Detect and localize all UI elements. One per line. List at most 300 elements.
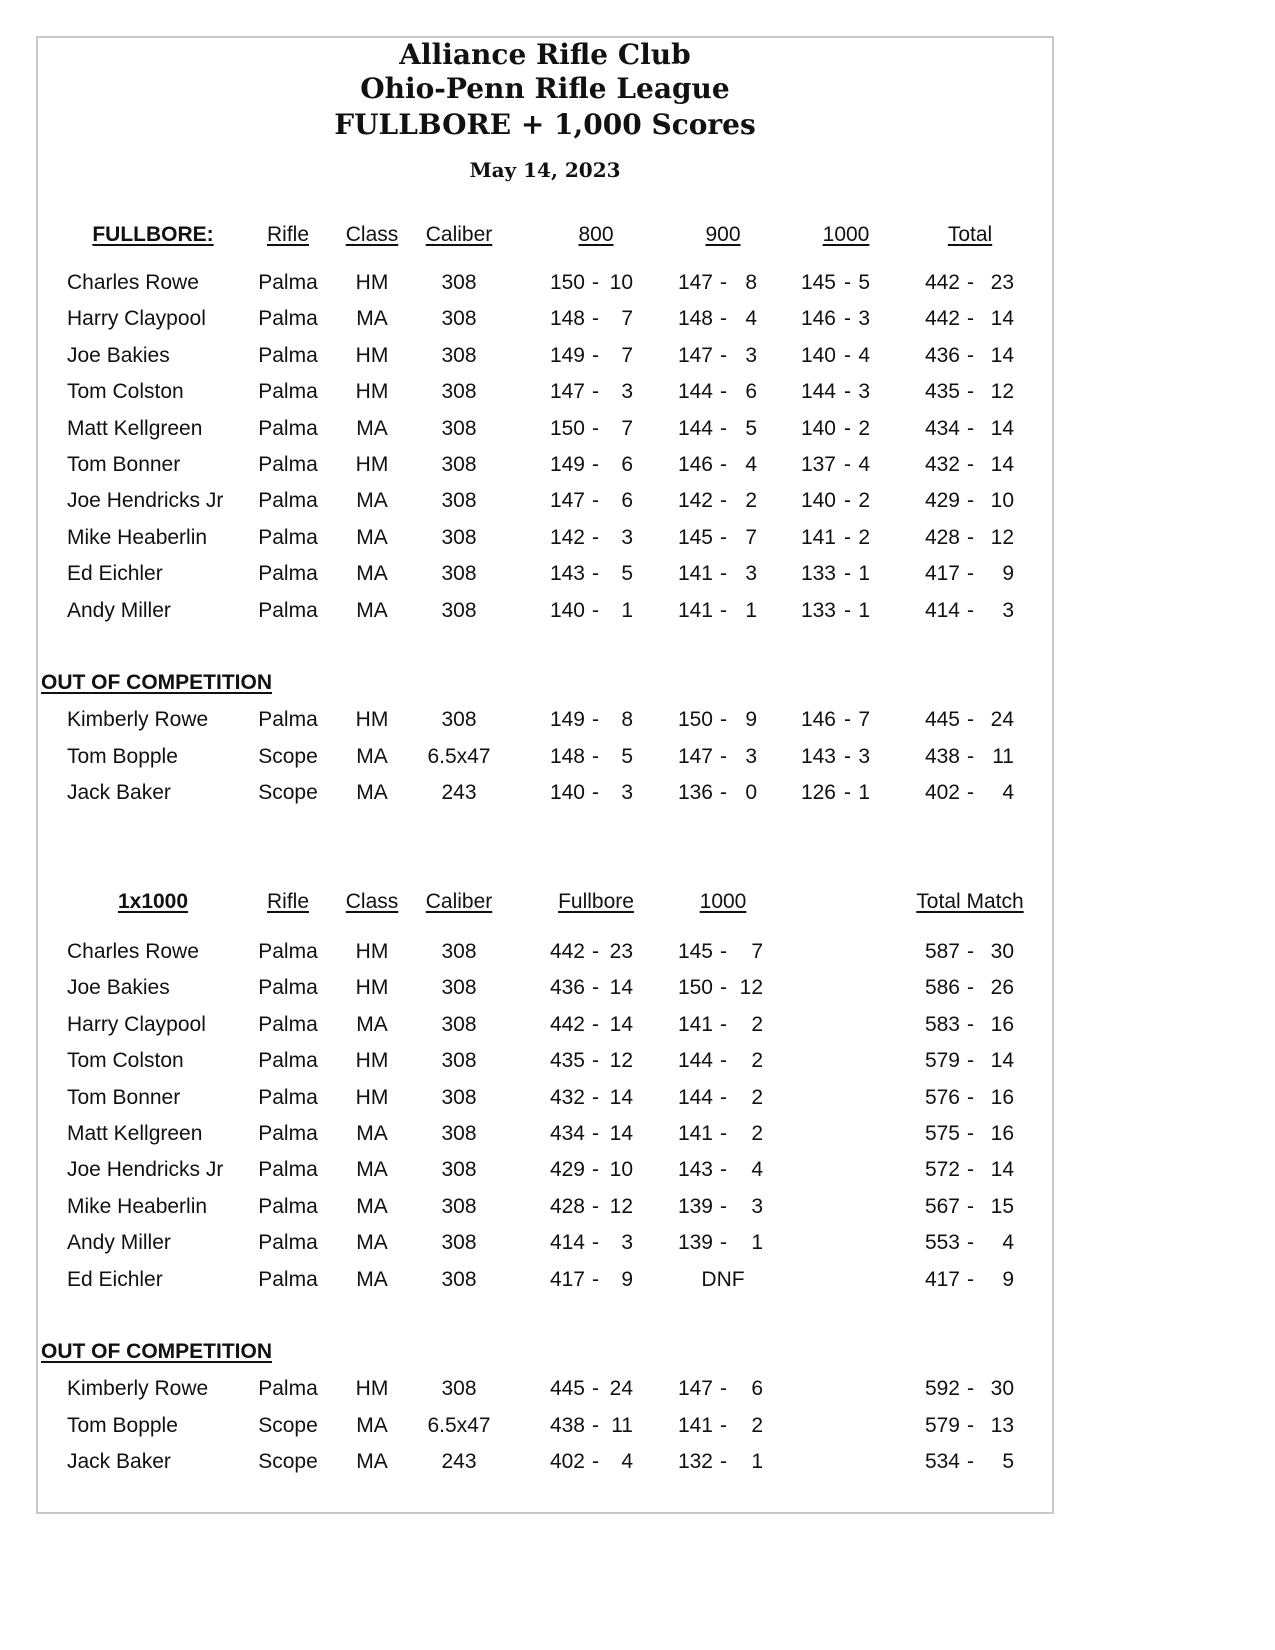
- range-800-score: 150: [549, 271, 585, 294]
- range-1000-score: 143: [677, 1158, 713, 1181]
- range-800-score: 140: [549, 599, 585, 622]
- shooter-name: Charles Rowe: [67, 940, 199, 963]
- fullbore-agg-dash: -: [592, 1450, 599, 1473]
- onek-row: [0, 973, 1090, 1003]
- match-total-x-count: 13: [990, 1414, 1014, 1437]
- event-date: May 14, 2023: [469, 158, 621, 182]
- rifle-caliber: 308: [441, 526, 477, 549]
- range-900-score: 148: [677, 307, 713, 330]
- range-1000-x-count: 7: [858, 708, 870, 731]
- range-900-x-count: 3: [745, 344, 757, 367]
- match-total-x-count: 16: [990, 1086, 1014, 1109]
- shooter-class: MA: [356, 489, 388, 512]
- fullbore-total-dash: -: [967, 489, 974, 512]
- shooter-name: Mike Heaberlin: [67, 1195, 208, 1218]
- match-total-x-count: 4: [1002, 1231, 1014, 1254]
- rifle-type: Palma: [258, 1158, 318, 1181]
- range-1000-dash: -: [720, 1158, 727, 1181]
- match-total-score: 592: [924, 1377, 960, 1400]
- fullbore-row: [0, 268, 1090, 298]
- range-800-score: 147: [549, 489, 585, 512]
- rifle-caliber: 308: [441, 1231, 477, 1254]
- range-1000-dash: -: [720, 1195, 727, 1218]
- fullbore-agg-x-count: 3: [621, 1231, 633, 1254]
- shooter-name: Tom Bonner: [67, 453, 181, 476]
- shooter-class: HM: [355, 271, 389, 294]
- shooter-class: HM: [355, 453, 389, 476]
- match-total-dash: -: [967, 1049, 974, 1072]
- fullbore-total-dash: -: [967, 417, 974, 440]
- fullbore-row: [0, 304, 1090, 334]
- shooter-name: Jack Baker: [67, 781, 171, 804]
- match-total-dash: -: [967, 1086, 974, 1109]
- range-900-score: 150: [677, 708, 713, 731]
- range-800-dash: -: [592, 708, 599, 731]
- fullbore-section-title: FULLBORE:: [92, 223, 214, 246]
- range-1000-x-count: 2: [751, 1086, 763, 1109]
- range-1000-score: 139: [677, 1231, 713, 1254]
- range-800-score: 149: [549, 344, 585, 367]
- rifle-caliber: 243: [441, 1450, 477, 1473]
- range-1000-score: 140: [800, 417, 836, 440]
- fullbore-agg-dash: -: [592, 1158, 599, 1181]
- shooter-class: MA: [356, 526, 388, 549]
- shooter-class: MA: [356, 1013, 388, 1036]
- range-800-score: 148: [549, 745, 585, 768]
- rifle-caliber: 308: [441, 1122, 477, 1145]
- range-1000-x-count: 3: [858, 380, 870, 403]
- fullbore-total-score: 436: [924, 344, 960, 367]
- range-1000-score: 150: [677, 976, 713, 999]
- range-800-x-count: 6: [621, 453, 633, 476]
- rifle-type: Palma: [258, 344, 318, 367]
- rifle-type: Palma: [258, 562, 318, 585]
- range-1000-score: 126: [800, 781, 836, 804]
- range-1000-x-count: 12: [739, 976, 763, 999]
- range-900-x-count: 6: [745, 380, 757, 403]
- range-900-dash: -: [720, 307, 727, 330]
- fullbore-ooc-row: [0, 742, 1090, 772]
- range-900-x-count: 2: [745, 489, 757, 512]
- fullbore-agg-score: 432: [549, 1086, 585, 1109]
- shooter-name: Andy Miller: [67, 599, 171, 622]
- fullbore-agg-score: 442: [549, 1013, 585, 1036]
- league-title: Ohio-Penn Rifle League: [360, 72, 730, 105]
- shooter-name: Tom Colston: [67, 380, 184, 403]
- fullbore-total-x-count: 12: [990, 380, 1014, 403]
- range-800-dash: -: [592, 271, 599, 294]
- match-total-score: 572: [924, 1158, 960, 1181]
- range-900-x-count: 7: [745, 526, 757, 549]
- range-800-dash: -: [592, 380, 599, 403]
- shooter-class: MA: [356, 417, 388, 440]
- fullbore-agg-dash: -: [592, 1086, 599, 1109]
- fullbore-row: [0, 559, 1090, 589]
- range-1000-x-count: 1: [858, 781, 870, 804]
- onek-ooc-row: [0, 1411, 1090, 1441]
- shooter-class: HM: [355, 1377, 389, 1400]
- range-800-x-count: 7: [621, 417, 633, 440]
- rifle-caliber: 308: [441, 1268, 477, 1291]
- fullbore-row: [0, 450, 1090, 480]
- range-1000-dash: -: [720, 1049, 727, 1072]
- range-800-score: 140: [549, 781, 585, 804]
- fullbore-column-header: 900: [705, 223, 741, 246]
- match-total-x-count: 14: [990, 1049, 1014, 1072]
- range-1000-score: 147: [677, 1377, 713, 1400]
- shooter-class: MA: [356, 1414, 388, 1437]
- match-total-dash: -: [967, 976, 974, 999]
- fullbore-total-score: 435: [924, 380, 960, 403]
- fullbore-agg-dash: -: [592, 1122, 599, 1145]
- fullbore-agg-dash: -: [592, 940, 599, 963]
- match-total-x-count: 16: [990, 1013, 1014, 1036]
- range-1000-x-count: 2: [751, 1122, 763, 1145]
- range-900-score: 147: [677, 745, 713, 768]
- range-1000-dash: -: [844, 453, 851, 476]
- fullbore-agg-score: 438: [549, 1414, 585, 1437]
- rifle-caliber: 308: [441, 562, 477, 585]
- range-800-score: 147: [549, 380, 585, 403]
- range-1000-dash: -: [844, 562, 851, 585]
- range-900-dash: -: [720, 599, 727, 622]
- shooter-name: Tom Colston: [67, 1049, 184, 1072]
- fullbore-total-dash: -: [967, 562, 974, 585]
- range-800-x-count: 5: [621, 745, 633, 768]
- shooter-class: HM: [355, 940, 389, 963]
- match-total-score: 534: [924, 1450, 960, 1473]
- rifle-caliber: 308: [441, 1158, 477, 1181]
- rifle-caliber: 308: [441, 1049, 477, 1072]
- match-total-dash: -: [967, 1231, 974, 1254]
- range-1000-x-count: 3: [858, 307, 870, 330]
- fullbore-agg-dash: -: [592, 1049, 599, 1072]
- range-800-dash: -: [592, 562, 599, 585]
- range-800-score: 150: [549, 417, 585, 440]
- fullbore-agg-x-count: 24: [609, 1377, 633, 1400]
- rifle-type: Palma: [258, 708, 318, 731]
- rifle-type: Palma: [258, 1013, 318, 1036]
- fullbore-agg-dash: -: [592, 1231, 599, 1254]
- match-total-score: 567: [924, 1195, 960, 1218]
- range-900-dash: -: [720, 562, 727, 585]
- rifle-type: Palma: [258, 1049, 318, 1072]
- range-900-dash: -: [720, 781, 727, 804]
- fullbore-total-dash: -: [967, 380, 974, 403]
- fullbore-agg-x-count: 11: [611, 1414, 633, 1437]
- fullbore-column-header: 800: [578, 223, 614, 246]
- rifle-type: Palma: [258, 1231, 318, 1254]
- fullbore-total-score: 438: [924, 745, 960, 768]
- range-900-x-count: 9: [745, 708, 757, 731]
- range-800-x-count: 7: [621, 344, 633, 367]
- shooter-name: Andy Miller: [67, 1231, 171, 1254]
- fullbore-total-dash: -: [967, 708, 974, 731]
- fullbore-agg-x-count: 14: [609, 1086, 633, 1109]
- shooter-class: MA: [356, 562, 388, 585]
- range-1000-score: 133: [800, 599, 836, 622]
- fullbore-agg-dash: -: [592, 1013, 599, 1036]
- match-total-score: 579: [924, 1414, 960, 1437]
- rifle-caliber: 308: [441, 417, 477, 440]
- fullbore-row: [0, 596, 1090, 626]
- range-1000-dash: -: [720, 940, 727, 963]
- match-total-x-count: 9: [1002, 1268, 1014, 1291]
- range-1000-dash: -: [844, 745, 851, 768]
- range-800-dash: -: [592, 344, 599, 367]
- fullbore-total-x-count: 4: [1002, 781, 1014, 804]
- range-900-score: 147: [677, 271, 713, 294]
- fullbore-agg-dash: -: [592, 1195, 599, 1218]
- fullbore-total-x-count: 14: [990, 307, 1014, 330]
- fullbore-agg-dash: -: [592, 1414, 599, 1437]
- rifle-type: Palma: [258, 307, 318, 330]
- range-800-x-count: 3: [621, 380, 633, 403]
- range-900-score: 147: [677, 344, 713, 367]
- match-total-x-count: 30: [990, 1377, 1014, 1400]
- rifle-caliber: 308: [441, 1377, 477, 1400]
- fullbore-total-x-count: 14: [990, 344, 1014, 367]
- fullbore-total-x-count: 14: [990, 453, 1014, 476]
- shooter-name: Ed Eichler: [67, 1268, 163, 1291]
- range-1000-dash: -: [844, 271, 851, 294]
- shooter-class: MA: [356, 1450, 388, 1473]
- shooter-name: Matt Kellgreen: [67, 417, 203, 440]
- range-800-score: 143: [549, 562, 585, 585]
- range-1000-x-count: 5: [858, 271, 870, 294]
- range-1000-dash: -: [844, 708, 851, 731]
- range-1000-dash: -: [844, 307, 851, 330]
- range-900-dash: -: [720, 453, 727, 476]
- match-total-score: 575: [924, 1122, 960, 1145]
- onek-column-header: Caliber: [425, 890, 493, 913]
- range-1000-dash: -: [844, 526, 851, 549]
- rifle-type: Palma: [258, 1377, 318, 1400]
- range-900-score: 146: [677, 453, 713, 476]
- shooter-name: Jack Baker: [67, 1450, 171, 1473]
- match-total-score: 417: [924, 1268, 960, 1291]
- onek-column-header: Class: [345, 890, 399, 913]
- rifle-caliber: 308: [441, 940, 477, 963]
- onek-row: [0, 1265, 1090, 1295]
- range-900-x-count: 3: [745, 745, 757, 768]
- range-1000-score: 141: [800, 526, 836, 549]
- fullbore-total-score: 432: [924, 453, 960, 476]
- range-900-dash: -: [720, 489, 727, 512]
- range-1000-x-count: 2: [858, 417, 870, 440]
- onek-ooc-title: OUT OF COMPETITION: [41, 1340, 272, 1363]
- range-1000-x-count: 2: [751, 1013, 763, 1036]
- fullbore-total-x-count: 24: [990, 708, 1014, 731]
- fullbore-total-score: 429: [924, 489, 960, 512]
- range-900-score: 144: [677, 380, 713, 403]
- match-total-score: 587: [924, 940, 960, 963]
- fullbore-total-x-count: 3: [1002, 599, 1014, 622]
- onek-row: [0, 1083, 1090, 1113]
- range-1000-dash: -: [720, 1377, 727, 1400]
- range-800-score: 149: [549, 708, 585, 731]
- shooter-name: Ed Eichler: [67, 562, 163, 585]
- range-800-x-count: 3: [621, 781, 633, 804]
- shooter-name: Mike Heaberlin: [67, 526, 208, 549]
- fullbore-total-score: 428: [924, 526, 960, 549]
- fullbore-total-x-count: 10: [990, 489, 1014, 512]
- fullbore-agg-x-count: 14: [609, 1013, 633, 1036]
- rifle-type: Palma: [258, 599, 318, 622]
- fullbore-agg-x-count: 9: [621, 1268, 633, 1291]
- range-900-score: 144: [677, 417, 713, 440]
- shooter-name: Harry Claypool: [67, 307, 206, 330]
- rifle-caliber: 6.5x47: [427, 745, 491, 768]
- fullbore-column-header: Rifle: [266, 223, 310, 246]
- range-900-dash: -: [720, 526, 727, 549]
- range-1000-dash: -: [720, 1086, 727, 1109]
- shooter-name: Joe Bakies: [67, 344, 170, 367]
- rifle-caliber: 308: [441, 380, 477, 403]
- match-total-dash: -: [967, 1450, 974, 1473]
- onek-row: [0, 1119, 1090, 1149]
- range-800-x-count: 5: [621, 562, 633, 585]
- onek-section-title: 1x1000: [117, 890, 189, 913]
- range-1000-x-count: 2: [858, 526, 870, 549]
- range-800-dash: -: [592, 307, 599, 330]
- range-800-x-count: 8: [621, 708, 633, 731]
- range-900-x-count: 8: [745, 271, 757, 294]
- range-1000-dash: -: [844, 599, 851, 622]
- range-1000-x-count: 3: [751, 1195, 763, 1218]
- shooter-name: Kimberly Rowe: [67, 708, 209, 731]
- fullbore-row: [0, 523, 1090, 553]
- fullbore-row: [0, 414, 1090, 444]
- range-1000-status: DNF: [701, 1268, 745, 1291]
- fullbore-total-x-count: 14: [990, 417, 1014, 440]
- fullbore-total-x-count: 23: [990, 271, 1014, 294]
- match-total-score: 579: [924, 1049, 960, 1072]
- match-total-score: 553: [924, 1231, 960, 1254]
- fullbore-column-header: Caliber: [425, 223, 493, 246]
- fullbore-total-dash: -: [967, 745, 974, 768]
- range-900-score: 136: [677, 781, 713, 804]
- rifle-type: Palma: [258, 976, 318, 999]
- range-1000-score: 141: [677, 1013, 713, 1036]
- range-1000-dash: -: [844, 344, 851, 367]
- range-800-dash: -: [592, 453, 599, 476]
- shooter-class: HM: [355, 1086, 389, 1109]
- range-1000-dash: -: [720, 1414, 727, 1437]
- fullbore-ooc-row: [0, 705, 1090, 735]
- range-1000-score: 146: [800, 307, 836, 330]
- range-1000-score: 133: [800, 562, 836, 585]
- onek-column-header: Fullbore: [558, 890, 634, 913]
- fullbore-agg-dash: -: [592, 1377, 599, 1400]
- rifle-type: Scope: [258, 1414, 318, 1437]
- range-1000-x-count: 1: [751, 1231, 763, 1254]
- club-title: Alliance Rifle Club: [399, 38, 691, 71]
- rifle-type: Palma: [258, 489, 318, 512]
- shooter-class: MA: [356, 1195, 388, 1218]
- fullbore-total-score: 445: [924, 708, 960, 731]
- rifle-caliber: 308: [441, 271, 477, 294]
- fullbore-total-score: 434: [924, 417, 960, 440]
- range-900-x-count: 1: [745, 599, 757, 622]
- range-900-dash: -: [720, 380, 727, 403]
- range-800-score: 149: [549, 453, 585, 476]
- fullbore-total-dash: -: [967, 453, 974, 476]
- shooter-class: MA: [356, 1231, 388, 1254]
- range-1000-x-count: 4: [858, 453, 870, 476]
- fullbore-agg-score: 414: [549, 1231, 585, 1254]
- onek-row: [0, 1192, 1090, 1222]
- fullbore-agg-x-count: 12: [609, 1195, 633, 1218]
- shooter-name: Tom Bonner: [67, 1086, 181, 1109]
- onek-row: [0, 1155, 1090, 1185]
- match-total-x-count: 5: [1002, 1450, 1014, 1473]
- range-1000-score: 139: [677, 1195, 713, 1218]
- range-900-x-count: 0: [745, 781, 757, 804]
- shooter-class: HM: [355, 976, 389, 999]
- rifle-type: Palma: [258, 417, 318, 440]
- fullbore-total-dash: -: [967, 271, 974, 294]
- range-900-dash: -: [720, 344, 727, 367]
- shooter-name: Tom Bopple: [67, 1414, 178, 1437]
- rifle-type: Scope: [258, 1450, 318, 1473]
- shooter-name: Tom Bopple: [67, 745, 178, 768]
- fullbore-agg-score: 402: [549, 1450, 585, 1473]
- fullbore-total-dash: -: [967, 599, 974, 622]
- range-1000-x-count: 1: [751, 1450, 763, 1473]
- fullbore-agg-score: 434: [549, 1122, 585, 1145]
- rifle-type: Palma: [258, 526, 318, 549]
- match-total-dash: -: [967, 1013, 974, 1036]
- match-total-x-count: 30: [990, 940, 1014, 963]
- rifle-caliber: 308: [441, 976, 477, 999]
- range-800-dash: -: [592, 417, 599, 440]
- match-total-x-count: 16: [990, 1122, 1014, 1145]
- shooter-name: Kimberly Rowe: [67, 1377, 209, 1400]
- fullbore-agg-x-count: 14: [609, 976, 633, 999]
- onek-row: [0, 937, 1090, 967]
- range-1000-score: 141: [677, 1414, 713, 1437]
- range-1000-dash: -: [720, 1013, 727, 1036]
- range-900-score: 141: [677, 562, 713, 585]
- range-1000-score: 140: [800, 344, 836, 367]
- range-900-score: 145: [677, 526, 713, 549]
- fullbore-agg-score: 428: [549, 1195, 585, 1218]
- shooter-class: MA: [356, 599, 388, 622]
- fullbore-total-dash: -: [967, 344, 974, 367]
- fullbore-agg-score: 442: [549, 940, 585, 963]
- range-800-dash: -: [592, 781, 599, 804]
- range-900-dash: -: [720, 745, 727, 768]
- shooter-class: HM: [355, 380, 389, 403]
- fullbore-total-dash: -: [967, 526, 974, 549]
- onek-ooc-row: [0, 1447, 1090, 1477]
- shooter-class: MA: [356, 307, 388, 330]
- match-total-dash: -: [967, 1377, 974, 1400]
- fullbore-ooc-title: OUT OF COMPETITION: [41, 671, 272, 694]
- onek-ooc-row: [0, 1374, 1090, 1404]
- onek-column-header: Rifle: [266, 890, 310, 913]
- match-total-x-count: 26: [990, 976, 1014, 999]
- fullbore-total-score: 402: [924, 781, 960, 804]
- rifle-caliber: 308: [441, 1013, 477, 1036]
- range-900-x-count: 3: [745, 562, 757, 585]
- shooter-name: Harry Claypool: [67, 1013, 206, 1036]
- rifle-caliber: 308: [441, 489, 477, 512]
- shooter-class: MA: [356, 745, 388, 768]
- rifle-type: Palma: [258, 1195, 318, 1218]
- shooter-class: HM: [355, 1049, 389, 1072]
